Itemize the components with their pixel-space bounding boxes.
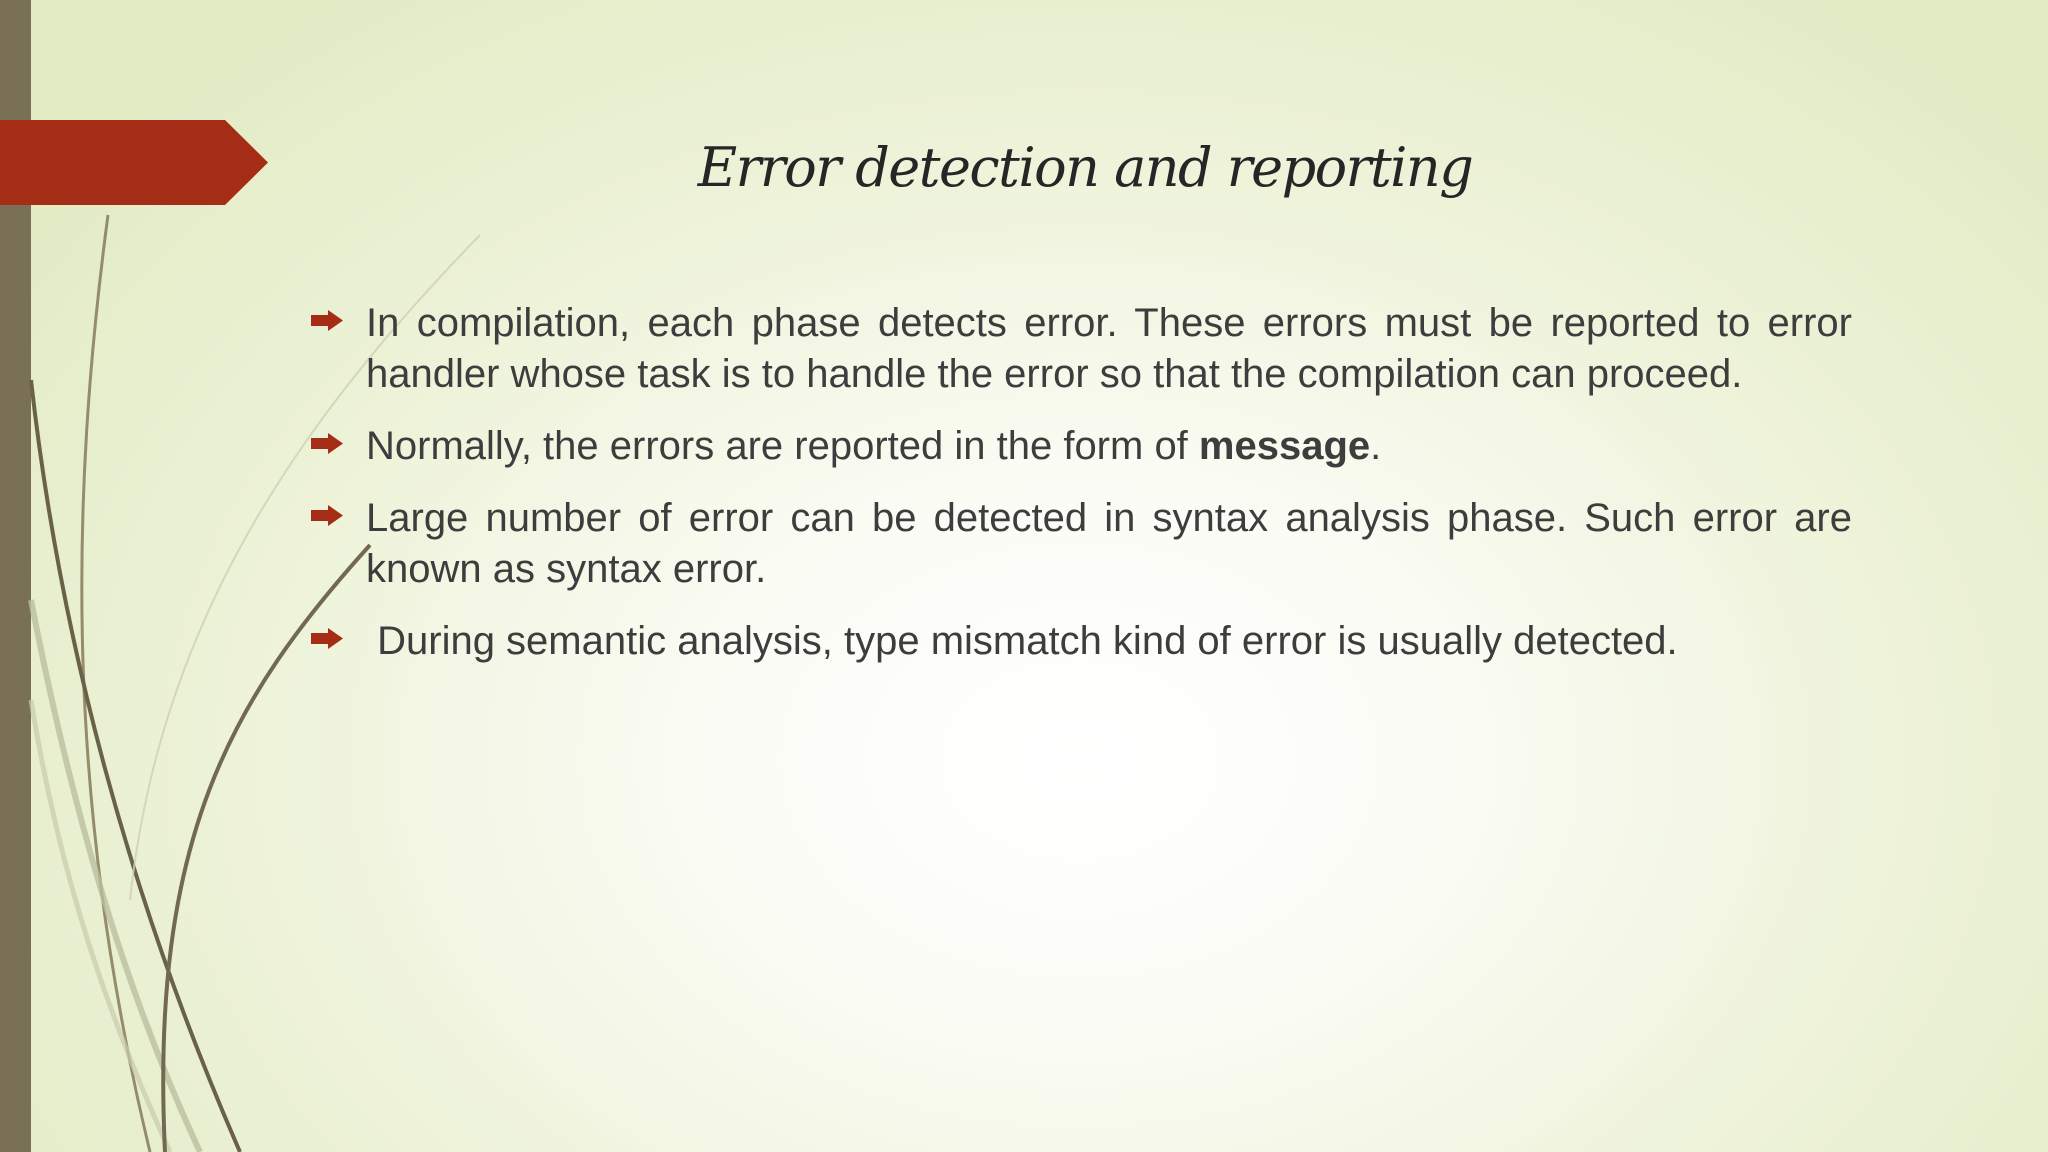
bullet-list — [310, 298, 1852, 688]
bullet-text-bold: message — [1198, 424, 1371, 468]
title-accent-tab — [0, 120, 268, 205]
arrow-right-icon — [311, 505, 343, 526]
bullet-text: In compilation, each phase detects error. These errors must be reported to error handler whose task is to handle the error so that the compilation can proceed. — [366, 301, 1852, 396]
arrow-right-icon — [311, 628, 343, 649]
bullet-text-end: . — [1370, 424, 1382, 468]
bullet-item — [310, 421, 1852, 472]
arrow-right-icon — [311, 433, 343, 454]
slide-title: Error detection and reporting — [697, 136, 1473, 199]
bullet-item — [310, 298, 1852, 400]
bullet-text: Normally, the errors are reported in the form of — [366, 424, 1199, 468]
bullet-text: During semantic analysis, type mismatch kind of error is usually detected. — [366, 619, 1678, 663]
bullet-item — [310, 616, 1852, 667]
bullet-text: Large number of error can be detected in syntax analysis phase. Such error are known as syntax error. — [366, 496, 1852, 591]
arrow-right-icon — [311, 310, 343, 331]
bullet-item — [310, 493, 1852, 595]
